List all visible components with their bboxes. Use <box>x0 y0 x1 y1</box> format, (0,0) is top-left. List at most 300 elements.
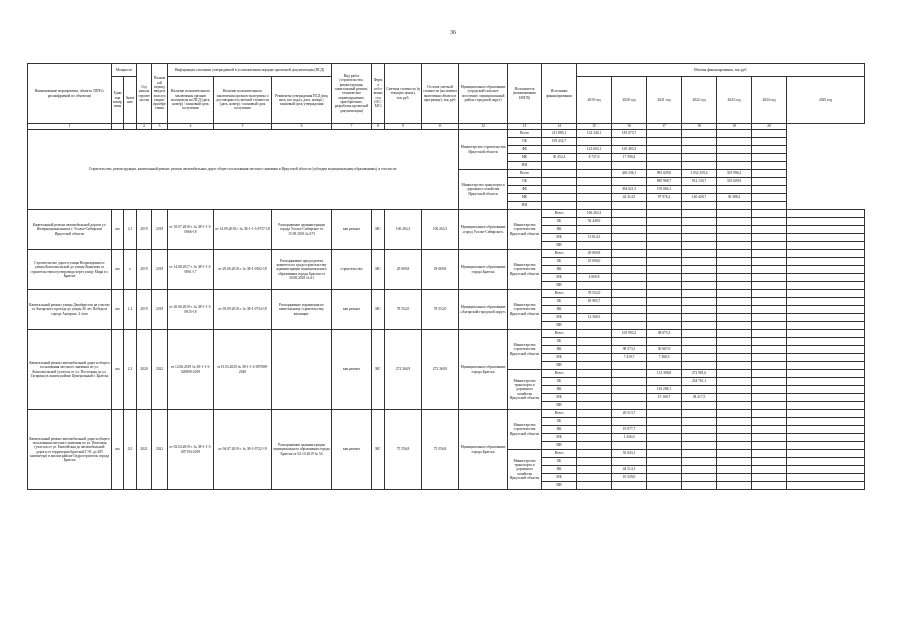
amount-cell <box>787 394 865 402</box>
source-cell: МБ <box>508 194 542 202</box>
amount-cell <box>682 290 717 298</box>
header-year-2023: 2023 год <box>717 77 752 124</box>
source-cell: ФБ <box>542 386 577 394</box>
amount-cell <box>577 418 612 426</box>
source-cell: ФБ <box>542 346 577 354</box>
amount-cell: 140 428,7 <box>682 194 717 202</box>
amount-cell <box>647 434 682 442</box>
amount-cell <box>717 370 752 378</box>
object-value: 2,3 <box>124 330 137 410</box>
amount-cell <box>577 170 612 178</box>
object-cost: 106 263,3 <box>385 210 422 250</box>
amount-cell <box>787 322 865 330</box>
object-unit: км <box>112 250 124 290</box>
amount-cell <box>682 218 717 226</box>
header-year-2021: 2021 год <box>647 77 682 124</box>
amount-cell <box>787 370 865 378</box>
col-number: 7 <box>332 124 372 130</box>
object-expertise: от 12.06.2019 № 38-1-1-3-020899-2019 <box>168 330 214 410</box>
source-cell: НИ <box>542 242 577 250</box>
amount-cell <box>752 474 787 482</box>
amount-cell <box>577 378 612 386</box>
amount-cell <box>752 138 787 146</box>
amount-cell <box>717 226 752 234</box>
col-number: 2 <box>137 124 152 130</box>
amount-cell <box>542 194 577 202</box>
object-expertise: от 20.06.2019 г. № 38-1-1-3-0015-18 <box>168 290 214 330</box>
source-cell: НИ <box>542 442 577 450</box>
amount-cell <box>612 314 647 322</box>
amount-cell <box>577 370 612 378</box>
amount-cell <box>752 338 787 346</box>
object-municipality: Муниципальное образование города Братска <box>459 330 508 410</box>
source-cell: ОБ <box>542 378 577 386</box>
amount-cell <box>577 202 612 210</box>
source-cell: МБ <box>508 154 542 162</box>
amount-cell <box>787 250 865 258</box>
amount-cell <box>682 146 717 154</box>
amount-cell: 165 483,3 <box>612 146 647 154</box>
amount-cell <box>717 266 752 274</box>
amount-cell <box>752 226 787 234</box>
header-municipality: Муниципальное образование (городской/сельское поселение, муниципальный район, городской округ) <box>459 64 508 124</box>
amount-cell <box>752 202 787 210</box>
amount-cell <box>647 210 682 218</box>
amount-cell: 355 996,2 <box>717 170 752 178</box>
amount-cell: 195 084,1 <box>647 186 682 194</box>
amount-cell <box>717 314 752 322</box>
amount-cell <box>752 194 787 202</box>
amount-cell: 981 029,0 <box>647 170 682 178</box>
amount-cell <box>787 210 865 218</box>
amount-cell <box>787 458 865 466</box>
col-number: 3 <box>152 124 168 130</box>
amount-cell <box>752 434 787 442</box>
amount-cell <box>682 322 717 330</box>
amount-cell <box>577 410 612 418</box>
source-cell: ФБ <box>542 306 577 314</box>
amount-cell: 183 073,7 <box>612 130 647 138</box>
amount-cell <box>647 418 682 426</box>
object-form: МС <box>372 290 385 330</box>
amount-cell <box>647 306 682 314</box>
amount-cell <box>682 226 717 234</box>
amount-cell: 1 436,0 <box>612 434 647 442</box>
amount-cell <box>682 298 717 306</box>
header-row-1 <box>28 64 865 77</box>
amount-cell: 44 514,1 <box>612 466 647 474</box>
source-cell: НИ <box>542 402 577 410</box>
object-work-type: кап.ремонт <box>332 210 372 250</box>
object-name: Строительство дороги улицы Возрождения от улицы Комсомольской до улицы Коничева со строительством путепровода через улицу Мира в г. Братске <box>28 250 112 290</box>
amount-cell <box>647 154 682 162</box>
amount-cell: 98 573,5 <box>612 346 647 354</box>
amount-cell: 183 432,7 <box>542 138 577 146</box>
object-start-year: 2019 <box>137 290 152 330</box>
object-start-year: 2021 <box>137 410 152 490</box>
object-name: Капитальный ремонт автомобильной дороги общего пользования местного значения по ул. Комсомольской (участок от ул. Посточная до ул. Гагарина) в жилом районе Центральный г. Братска <box>28 330 112 410</box>
amount-cell <box>682 426 717 434</box>
amount-cell <box>577 162 612 170</box>
amount-cell <box>577 322 612 330</box>
amount-cell <box>787 442 865 450</box>
header-form: Форма собственности (ОС/МС) <box>372 64 385 124</box>
source-cell: НИ <box>542 482 577 490</box>
object-expertise: от 02.04.2019 г. № 38-1-1-3-007194-2019 <box>168 410 214 490</box>
object-cost: 75 556,8 <box>385 410 422 490</box>
amount-cell <box>752 130 787 138</box>
amount-cell <box>752 330 787 338</box>
amount-cell <box>752 170 787 178</box>
amount-cell <box>717 330 752 338</box>
amount-cell <box>647 410 682 418</box>
amount-cell <box>577 138 612 146</box>
amount-cell <box>717 210 752 218</box>
amount-cell <box>612 258 647 266</box>
object-expertise: от 14.08.2017 г. № 38-1-1-2-0061-17 <box>168 250 214 290</box>
amount-cell <box>752 442 787 450</box>
amount-cell <box>612 386 647 394</box>
amount-cell <box>717 322 752 330</box>
amount-cell: 7 419,7 <box>612 354 647 362</box>
source-cell: Всего <box>542 210 577 218</box>
object-start-year: 2019 <box>137 210 152 250</box>
table-body <box>28 64 865 490</box>
object-unit: км <box>112 290 124 330</box>
object-municipality: Муниципальное образование «Ангарский городской округ» <box>459 290 508 330</box>
section-title: Строительство, реконструкция, капитальный ремонт, ремонт автомобильных дорог общего пользования местного значения в Иркутской области (субсидии муниципальным образованиям), в том числе: <box>28 130 459 210</box>
object-form: МС <box>372 330 385 410</box>
table-row <box>28 250 865 258</box>
object-unit: км <box>112 410 124 490</box>
amount-cell <box>717 346 752 354</box>
object-remaining: 29 069,8 <box>422 250 459 290</box>
amount-cell <box>577 266 612 274</box>
object-name: Капитальный ремонт улицы Декабристов на участке от Ангарского проезда до улицы 40 лет Победы в городе Ангарске, 2 этап <box>28 290 112 330</box>
source-cell: МБ <box>542 234 577 242</box>
amount-cell <box>612 218 647 226</box>
header-name: Наименование мероприятия, объекта, ППР (с расшифровкой по объектам) <box>28 64 112 124</box>
page-number: 36 <box>450 30 456 36</box>
amount-cell: 42 314,5 <box>612 194 647 202</box>
executor-cell: Министерство строительства Иркутской области <box>508 330 542 370</box>
amount-cell <box>577 338 612 346</box>
amount-cell <box>612 482 647 490</box>
amount-cell <box>752 242 787 250</box>
amount-cell <box>682 234 717 242</box>
amount-cell <box>787 290 865 298</box>
col-number: 6 <box>272 124 332 130</box>
amount-cell <box>752 450 787 458</box>
executor-cell: Министерство транспорта и дорожного хозяйства Иркутской области <box>459 170 508 210</box>
amount-cell <box>647 274 682 282</box>
object-name: Капитальный ремонт автомобильной дороги ул. Интернациональная в г. Усолье-Сибирское Иркутской области <box>28 210 112 250</box>
amount-cell <box>612 402 647 410</box>
amount-cell <box>577 386 612 394</box>
amount-cell: 30 667,0 <box>647 346 682 354</box>
amount-cell: 335 609,9 <box>717 178 752 186</box>
amount-cell <box>717 130 752 138</box>
amount-cell <box>612 298 647 306</box>
executor-cell: Министерство строительства Иркутской области <box>508 410 542 450</box>
amount-cell: 65 983,7 <box>577 298 612 306</box>
amount-cell <box>647 226 682 234</box>
amount-cell <box>647 298 682 306</box>
amount-cell <box>717 474 752 482</box>
table-row <box>28 330 865 338</box>
amount-cell <box>647 466 682 474</box>
amount-cell <box>647 362 682 370</box>
col-number: 12 <box>459 124 508 130</box>
object-remaining: 75 556,8 <box>422 410 459 490</box>
amount-cell <box>787 378 865 386</box>
amount-cell <box>682 354 717 362</box>
amount-cell <box>577 434 612 442</box>
header-approval: Реквизиты утверждения ПСД (вид акта, кто издал, дата, номер) / плановый срок утверждения <box>272 77 332 124</box>
amount-cell <box>787 434 865 442</box>
amount-cell <box>647 442 682 450</box>
amount-cell <box>752 298 787 306</box>
amount-cell <box>717 450 752 458</box>
amount-cell <box>647 402 682 410</box>
object-remaining: 272 360,9 <box>422 330 459 410</box>
amount-cell <box>717 338 752 346</box>
col-number: 8 <box>372 124 385 130</box>
amount-cell: 15 100,7 <box>647 394 682 402</box>
amount-cell <box>717 250 752 258</box>
object-form: МС <box>372 210 385 250</box>
amount-cell <box>682 402 717 410</box>
amount-cell <box>717 306 752 314</box>
amount-cell <box>752 162 787 170</box>
source-cell: НИ <box>508 162 542 170</box>
amount-cell <box>577 482 612 490</box>
object-approval: Распоряжение администрации муниципального образования города Братска от 02.10.2019 № 54 <box>272 410 332 490</box>
amount-cell <box>612 282 647 290</box>
amount-cell <box>682 258 717 266</box>
amount-cell <box>752 354 787 362</box>
amount-cell: 12 568,3 <box>577 314 612 322</box>
object-cost-expertise: от13.03.2020 № 38-1-1-2-007088-2020 <box>214 330 272 410</box>
header-year-2024: 2024 год <box>752 77 787 124</box>
header-positive-state: Наличие положительного заключения органов экспертизы на ПСД (дата, номер) / плановый срок получения <box>168 77 214 124</box>
amount-cell <box>682 162 717 170</box>
amount-cell <box>612 458 647 466</box>
amount-cell <box>752 466 787 474</box>
amount-cell <box>612 210 647 218</box>
source-cell: ФБ <box>508 186 542 194</box>
source-cell: ОБ <box>542 258 577 266</box>
amount-cell: 912 130,7 <box>682 178 717 186</box>
amount-cell <box>682 186 717 194</box>
amount-cell <box>682 474 717 482</box>
amount-cell <box>787 402 865 410</box>
source-cell: ОБ <box>542 338 577 346</box>
source-cell: НИ <box>542 362 577 370</box>
source-cell: МБ <box>542 354 577 362</box>
amount-cell <box>717 434 752 442</box>
amount-cell: 13 814,3 <box>577 234 612 242</box>
amount-cell <box>682 386 717 394</box>
col-number: 5 <box>214 124 272 130</box>
amount-cell <box>612 290 647 298</box>
table-row <box>28 410 865 418</box>
amount-cell <box>612 178 647 186</box>
amount-cell <box>752 146 787 154</box>
amount-cell <box>717 218 752 226</box>
source-cell: Всего <box>542 450 577 458</box>
amount-cell <box>717 466 752 474</box>
amount-cell <box>682 130 717 138</box>
amount-cell <box>542 186 577 194</box>
amount-cell <box>752 370 787 378</box>
amount-cell <box>577 450 612 458</box>
object-end-year: 2019 <box>152 290 168 330</box>
source-cell: Всего <box>542 370 577 378</box>
amount-cell <box>682 154 717 162</box>
table-row <box>28 290 865 298</box>
amount-cell <box>647 138 682 146</box>
header-year-2019: 2019 год <box>577 77 612 124</box>
amount-cell <box>717 298 752 306</box>
amount-cell <box>577 354 612 362</box>
object-municipality: Муниципальное образование «город Усолье-Сибирское» <box>459 210 508 250</box>
source-cell: НИ <box>508 202 542 210</box>
table-row <box>28 130 865 138</box>
col-number: 1 <box>28 124 112 130</box>
amount-cell <box>717 234 752 242</box>
amount-cell <box>752 234 787 242</box>
object-value: х <box>124 250 137 290</box>
source-cell: МБ <box>542 434 577 442</box>
source-cell: Всего <box>542 410 577 418</box>
amount-cell: 4 069,8 <box>577 274 612 282</box>
object-end-year: 2019 <box>152 210 168 250</box>
header-info-ped: Информация о наличии утвержденной в установленном порядке проектной документации (ПСД) <box>168 64 332 77</box>
amount-cell <box>577 458 612 466</box>
amount-cell <box>752 306 787 314</box>
amount-cell: 123 603,1 <box>577 146 612 154</box>
amount-cell <box>577 442 612 450</box>
amount-cell <box>612 394 647 402</box>
header-funding: Объемы финансирования, тыс.руб. <box>577 64 865 77</box>
amount-cell: 10 529,0 <box>612 474 647 482</box>
amount-cell <box>577 362 612 370</box>
source-cell: МБ <box>542 274 577 282</box>
amount-cell <box>647 314 682 322</box>
amount-cell <box>752 322 787 330</box>
amount-cell: 19 077,7 <box>612 426 647 434</box>
amount-cell <box>717 258 752 266</box>
amount-cell: 38 217,5 <box>682 394 717 402</box>
amount-cell: 55 043,1 <box>612 450 647 458</box>
executor-cell: Министерство строительства Иркутской области <box>508 210 542 250</box>
object-cost-expertise: от 04.07.2019 г. № 38-1-0722-19 <box>214 410 272 490</box>
object-cost-expertise: от 29.06.2018 г. № 38-1-0502-18 <box>214 250 272 290</box>
amount-cell <box>752 386 787 394</box>
amount-cell <box>787 226 865 234</box>
header-sources: Источники финансирования <box>542 64 577 124</box>
amount-cell <box>612 338 647 346</box>
object-work-type: кап.ремонт <box>332 330 372 410</box>
object-approval <box>272 330 332 410</box>
amount-cell: 20 513,7 <box>612 410 647 418</box>
amount-cell <box>612 202 647 210</box>
object-end-year: 2022 <box>152 330 168 410</box>
object-municipality: Муниципальное образование города Братска <box>459 410 508 490</box>
object-municipality: Муниципальное образование города Братска <box>459 250 508 290</box>
amount-cell <box>717 138 752 146</box>
amount-cell <box>787 426 865 434</box>
source-cell: ОБ <box>542 458 577 466</box>
object-name: Капитальный ремонт автомобильной дороги общего пользования местного значения по ул. Пихтовая (участок от ул. Енисейская до автомобильной дороги от территории Братской ГЭС до 205 километра) в жилом районе Гидростроитель города Братска <box>28 410 112 490</box>
amount-cell <box>577 474 612 482</box>
amount-cell <box>717 154 752 162</box>
amount-cell <box>647 322 682 330</box>
amount-cell <box>682 458 717 466</box>
col-number: 15 <box>577 124 612 130</box>
amount-cell <box>717 394 752 402</box>
amount-cell <box>787 386 865 394</box>
col-number: 11 <box>422 124 459 130</box>
source-cell: Всего <box>542 330 577 338</box>
amount-cell <box>542 170 577 178</box>
amount-cell <box>647 458 682 466</box>
object-form: МС <box>372 410 385 490</box>
amount-cell: 213 885,1 <box>542 130 577 138</box>
col-number: 18 <box>682 124 717 130</box>
object-cost-expertise: от 05.09.2018 г. № 38-1-0734-18 <box>214 290 272 330</box>
amount-cell <box>682 242 717 250</box>
amount-cell <box>752 210 787 218</box>
header-power: Мощность <box>112 64 137 77</box>
amount-cell <box>577 226 612 234</box>
col-number: 4 <box>168 124 214 130</box>
amount-cell <box>717 362 752 370</box>
amount-cell <box>647 482 682 490</box>
amount-cell <box>612 266 647 274</box>
executor-cell: Министерство строительства Иркутской области <box>508 250 542 290</box>
amount-cell <box>542 202 577 210</box>
amount-cell <box>787 258 865 266</box>
amount-cell <box>787 242 865 250</box>
amount-cell <box>717 146 752 154</box>
header-executor: Исполнитель (наименование ИОГВ) <box>508 64 542 124</box>
amount-cell <box>612 370 647 378</box>
amount-cell: 234 761,1 <box>682 378 717 386</box>
amount-cell <box>752 218 787 226</box>
amount-cell <box>647 258 682 266</box>
source-cell: МБ <box>542 314 577 322</box>
col-number: 19 <box>717 124 752 130</box>
amount-cell <box>682 434 717 442</box>
amount-cell <box>612 442 647 450</box>
source-cell: МБ <box>542 394 577 402</box>
source-cell: МБ <box>542 474 577 482</box>
table-row <box>28 210 865 218</box>
header-year-2025: 2025 год <box>787 77 865 124</box>
amount-cell <box>752 426 787 434</box>
source-cell: ФБ <box>542 266 577 274</box>
amount-cell <box>787 338 865 346</box>
amount-cell <box>752 378 787 386</box>
amount-cell <box>682 250 717 258</box>
amount-cell <box>682 362 717 370</box>
source-cell: ФБ <box>508 146 542 154</box>
amount-cell <box>647 218 682 226</box>
object-remaining: 106 263,3 <box>422 210 459 250</box>
executor-cell: Министерство транспорта и дорожного хозяйства Иркутской области <box>508 370 542 410</box>
